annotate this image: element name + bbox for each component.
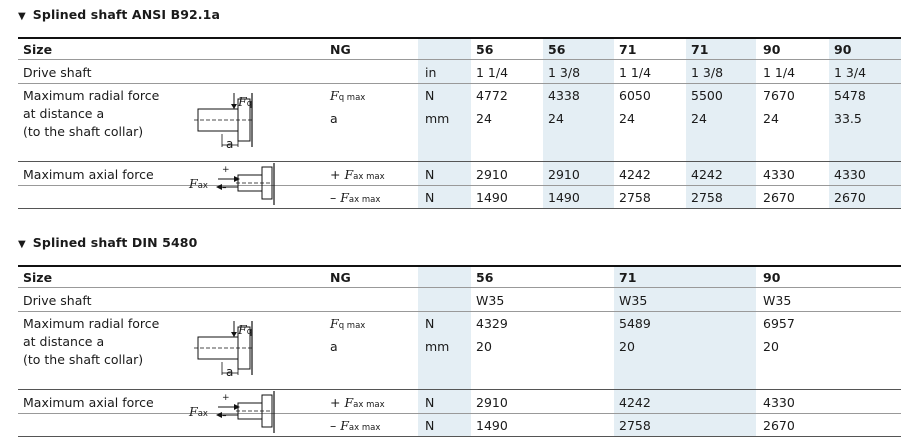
a-value: 20 — [476, 339, 492, 354]
fax-plus-value: 4242 — [619, 167, 651, 182]
size-value: 71 — [691, 42, 709, 57]
diagram-fq-label: Fq — [238, 94, 253, 109]
a-value: 24 — [548, 111, 564, 126]
drive-shaft-value: 1 3/4 — [834, 65, 867, 80]
fax-minus-symbol: – Fax max — [330, 190, 381, 205]
size-value: 90 — [763, 270, 781, 285]
size-value: 56 — [476, 42, 494, 57]
drive-shaft-label: Drive shaft — [23, 293, 92, 308]
fq-value: 6957 — [763, 316, 795, 331]
fax-minus-unit: N — [425, 418, 435, 433]
drive-shaft-unit: in — [425, 65, 437, 80]
fq-value: 4329 — [476, 316, 508, 331]
rule — [18, 83, 901, 84]
fax-minus-value: 2758 — [691, 190, 723, 205]
drive-shaft-value: W35 — [476, 293, 505, 308]
fax-plus-value: 2910 — [548, 167, 580, 182]
radial-label-line: (to the shaft collar) — [23, 124, 144, 139]
drive-shaft-value: 1 1/4 — [763, 65, 796, 80]
fax-minus-value: 2758 — [619, 190, 651, 205]
rule — [18, 185, 901, 186]
drive-shaft-value: 1 1/4 — [476, 65, 509, 80]
a-symbol: a — [330, 339, 338, 354]
a-unit: mm — [425, 339, 450, 354]
fax-minus-value: 2670 — [763, 190, 795, 205]
a-value: 24 — [619, 111, 635, 126]
fax-minus-value: 1490 — [476, 190, 508, 205]
a-value: 24 — [476, 111, 492, 126]
ng-header: NG — [330, 270, 351, 285]
drive-shaft-label: Drive shaft — [23, 65, 92, 80]
radial-label-line: at distance a — [23, 106, 105, 121]
fq-value: 7670 — [763, 88, 795, 103]
diagram-a-label: a — [226, 365, 234, 379]
rule — [18, 311, 901, 312]
diagram-minus-sign: – — [222, 183, 227, 193]
fq-symbol: Fq max — [330, 88, 366, 103]
size-header: Size — [23, 42, 53, 57]
radial-label-line: at distance a — [23, 334, 105, 349]
a-value: 20 — [619, 339, 635, 354]
rule — [18, 413, 901, 414]
a-symbol: a — [330, 111, 338, 126]
rule — [18, 208, 901, 209]
section-title-ansi: ▼ Splined shaft ANSI B92.1a — [18, 7, 220, 22]
fax-minus-value: 1490 — [476, 418, 508, 433]
a-value: 24 — [691, 111, 707, 126]
fq-value: 5478 — [834, 88, 866, 103]
fax-minus-value: 1490 — [548, 190, 580, 205]
fax-plus-unit: N — [425, 395, 435, 410]
size-value: 90 — [834, 42, 852, 57]
size-value: 71 — [619, 270, 637, 285]
fq-value: 5500 — [691, 88, 723, 103]
axial-label: Maximum axial force — [23, 167, 154, 182]
diagram-plus-sign: + — [222, 393, 230, 403]
drive-shaft-value: 1 1/4 — [619, 65, 652, 80]
axial-label: Maximum axial force — [23, 395, 154, 410]
fax-plus-value: 4330 — [763, 395, 795, 410]
diagram-a-label: a — [226, 137, 234, 151]
fq-unit: N — [425, 316, 435, 331]
rule — [18, 287, 901, 288]
rule — [18, 389, 901, 390]
fax-minus-value: 2758 — [619, 418, 651, 433]
fax-minus-value: 2670 — [763, 418, 795, 433]
drive-shaft-value: 1 3/8 — [548, 65, 581, 80]
rule — [18, 436, 901, 437]
size-value: 71 — [619, 42, 637, 57]
fax-plus-symbol: + Fax max — [330, 395, 385, 410]
rule — [18, 161, 901, 162]
fq-value: 4772 — [476, 88, 508, 103]
fq-value: 4338 — [548, 88, 580, 103]
size-header: Size — [23, 270, 53, 285]
fax-plus-value: 4330 — [834, 167, 866, 182]
fax-minus-unit: N — [425, 190, 435, 205]
rule — [18, 37, 901, 39]
fax-plus-value: 2910 — [476, 167, 508, 182]
radial-label-line: (to the shaft collar) — [23, 352, 144, 367]
a-value: 24 — [763, 111, 779, 126]
section-title-din: ▼ Splined shaft DIN 5480 — [18, 235, 198, 250]
fax-plus-value: 4242 — [619, 395, 651, 410]
ng-header: NG — [330, 42, 351, 57]
drive-shaft-value: 1 3/8 — [691, 65, 724, 80]
table-ansi — [18, 37, 901, 209]
fax-plus-value: 2910 — [476, 395, 508, 410]
size-value: 90 — [763, 42, 781, 57]
diagram-fax-label: Fax — [189, 404, 208, 419]
table-din — [18, 265, 901, 437]
fax-plus-symbol: + Fax max — [330, 167, 385, 182]
fax-plus-value: 4242 — [691, 167, 723, 182]
fax-plus-unit: N — [425, 167, 435, 182]
drive-shaft-value: W35 — [763, 293, 792, 308]
a-value: 33.5 — [834, 111, 862, 126]
fax-minus-value: 2670 — [834, 190, 866, 205]
shade-col-2 — [614, 266, 756, 436]
collapse-triangle-icon[interactable]: ▼ — [18, 11, 26, 22]
a-unit: mm — [425, 111, 450, 126]
fax-plus-value: 4330 — [763, 167, 795, 182]
fq-symbol: Fq max — [330, 316, 366, 331]
collapse-triangle-icon[interactable]: ▼ — [18, 239, 26, 250]
diagram-plus-sign: + — [222, 165, 230, 175]
fq-unit: N — [425, 88, 435, 103]
rule — [18, 59, 901, 60]
size-value: 56 — [476, 270, 494, 285]
size-value: 56 — [548, 42, 566, 57]
radial-label-line: Maximum radial force — [23, 88, 160, 103]
radial-label-line: Maximum radial force — [23, 316, 160, 331]
diagram-fax-label: Fax — [189, 176, 208, 191]
fax-minus-symbol: – Fax max — [330, 418, 381, 433]
fq-value: 6050 — [619, 88, 651, 103]
diagram-fq-label: Fq — [238, 322, 253, 337]
a-value: 20 — [763, 339, 779, 354]
fq-value: 5489 — [619, 316, 651, 331]
rule — [18, 265, 901, 267]
drive-shaft-value: W35 — [619, 293, 648, 308]
diagram-minus-sign: – — [222, 411, 227, 421]
